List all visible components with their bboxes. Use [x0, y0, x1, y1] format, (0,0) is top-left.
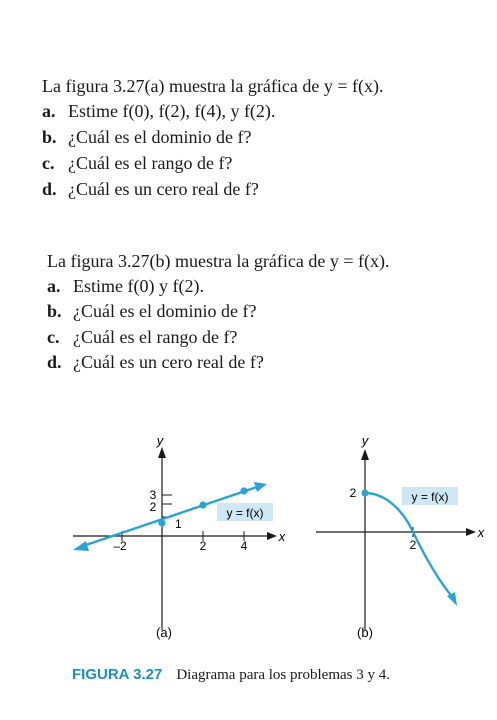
item-label: c. [47, 327, 60, 347]
item-text: ¿Cuál es el dominio de f? [68, 127, 252, 147]
problem-item [47, 352, 264, 373]
x-tick-label: 2 [199, 539, 207, 553]
item-text: Estime f(0) y f(2). [73, 276, 204, 296]
curve-label: y = f(x) [411, 490, 449, 504]
y-tick-label: 2 [349, 486, 357, 500]
x-tick-label: 4 [240, 539, 248, 553]
curve-label: y = f(x) [226, 506, 264, 520]
x-axis-arrow [267, 532, 277, 540]
problem-item [42, 179, 259, 200]
item-text: Estime f(0), f(2), f(4), y f(2). [68, 101, 276, 121]
item-label: c. [42, 153, 55, 173]
figure-a [65, 425, 285, 645]
problem-item [47, 276, 204, 297]
item-label: b. [47, 301, 62, 321]
y-axis-label: y [361, 433, 369, 448]
item-text: ¿Cuál es el dominio de f? [73, 301, 257, 321]
item-text: ¿Cuál es el rango de f? [73, 327, 238, 347]
x-tick-label: 2 [409, 538, 417, 552]
item-label: b. [42, 127, 57, 147]
item-text: ¿Cuál es el rango de f? [68, 153, 233, 173]
y-axis-label: y [156, 433, 164, 448]
curve-point [199, 501, 206, 508]
figure-number: FIGURA 3.27 [72, 666, 163, 683]
item-label: a. [47, 276, 61, 296]
panel-label: (a) [156, 625, 172, 640]
problem-item [42, 101, 275, 122]
item-label: d. [42, 179, 57, 199]
item-label: d. [47, 352, 62, 372]
problem-item [47, 327, 237, 348]
item-text: ¿Cuál es un cero real de f? [73, 352, 264, 372]
figure-caption [72, 666, 390, 684]
curve-arrow-left [73, 541, 89, 551]
problem-item [42, 153, 232, 174]
problem-item [42, 127, 251, 148]
curve-point [240, 487, 247, 494]
problem-item [47, 301, 256, 322]
item-text: ¿Cuál es un cero real de f? [68, 179, 259, 199]
panel-label: (b) [357, 625, 373, 640]
problem-stem: La figura 3.27(a) muestra la gráfica de y = f(x). [42, 76, 384, 96]
y-tick-label: 2 [149, 500, 157, 514]
y-tick-label: 1 [175, 517, 182, 531]
problem-stem: La figura 3.27(b) muestra la gráfica de y = f(x). [47, 251, 390, 271]
curve-point [158, 519, 165, 526]
x-tick-label: –2 [113, 539, 127, 553]
x-axis-label: x [278, 529, 285, 544]
curve-arrow-right [254, 482, 267, 492]
caption-text: Diagrama para los problemas 3 y 4. [176, 667, 390, 683]
x-axis-arrow [466, 528, 476, 536]
x-axis-label: x [477, 525, 485, 540]
item-label: a. [42, 101, 56, 121]
y-axis-arrow [158, 447, 166, 458]
curve-point [361, 489, 368, 496]
y-tick-label: 3 [149, 488, 157, 502]
y-axis-arrow [361, 449, 369, 460]
figure-b [310, 425, 490, 645]
